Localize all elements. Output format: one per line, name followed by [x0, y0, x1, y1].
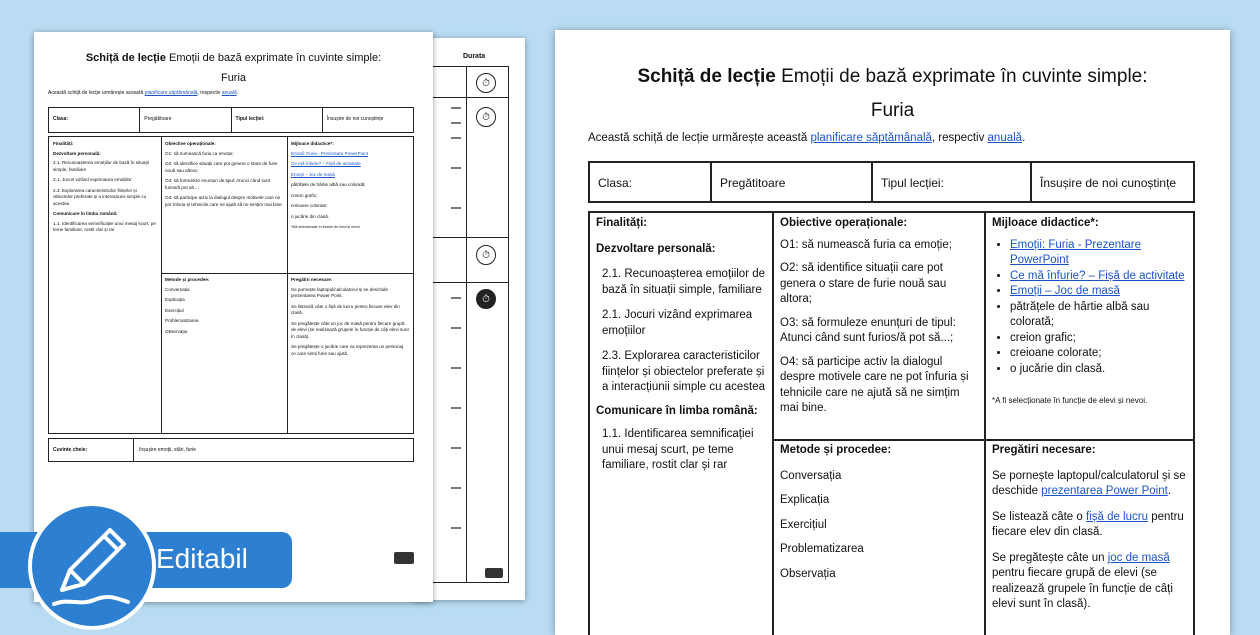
timer-icon: ⏱	[476, 107, 496, 127]
duration-column-header: Durata	[463, 53, 486, 60]
duration-table	[429, 66, 509, 583]
resources-cell: Mijloace didactice*: • Emoții: Furia - Prezentare PowerPoint • Ce mă înfurie? – Fișă de activitate • Emoții – Joc de masă • pătrățele de hârtie albă sau colorată; • creion grafic; • creioane colorate; • o jucărie din clasă. *A fi selecționate în funcție de elevi și nevoi.	[992, 216, 1192, 409]
objectives-cell: Obiective operaționale: O1: să numească furia ca emoție; O2: să identifice situații care pot genera o stare de furie nouă sau altora; O3: să formuleze enunțuri de tipul: Atunci când sunt furios/ă pot să...; O4: să participe activ la dialogul despre motivele care ne pot înfuria și tehnicile care ne ajută să ne simțim mai bine.	[165, 141, 283, 207]
objectives-cell: Obiective operaționale: O1: să numească furia ca emoție; O2: să identifice situații care pot genera o stare de furie nouă sau altora; O3: să formuleze enunțuri de tipul: Atunci când sunt furios/ă pot să...; O4: să participe activ la dialogul despre motivele care ne pot înfuria și tehnicile care ne ajută să ne simțim mai bine.	[780, 217, 969, 414]
editable-badge-label: Editabil	[156, 543, 248, 574]
timer-icon: ⏱	[476, 289, 496, 309]
aims-cell: Finalități: Dezvoltare personală: 2.1. Recunoașterea emoțiilor de bază în situații simple, familiare 2.1. Jocuri vizând exprimarea emoțiilor 2.3. Explorarea caracteristicilor ființelor și obiectelor preferate și a interacțiunii simple cu acestea Comunicare în limba română: 1.1. Identificarea semnificației unui mesaj scurt, pe teme familiare, rostit clar și rar	[596, 217, 766, 471]
lesson-table	[588, 211, 1195, 635]
pencil-icon	[32, 506, 152, 626]
presentation-link[interactable]: Emoții: Furia - Prezentare PowerPoint	[1010, 238, 1142, 266]
methods-cell: Metode și procedee: Conversația Explicația Exercițiul Problematizarea Observația	[165, 277, 210, 334]
annual-plan-link[interactable]: anuală	[987, 132, 1023, 144]
lesson-title: Schiță de lecție Emoții de bază exprimate în cuvinte simple: Furia	[85, 52, 382, 84]
lesson-type-label: Tipul lecției:	[881, 176, 944, 190]
brand-logo	[394, 552, 414, 564]
timer-icon: ⏱	[476, 73, 496, 93]
intro-text: Această schiță de lecție urmărește această planificare săptămânală, respectiv anuală.	[588, 132, 1026, 144]
preparation-cell: Pregătiri necesare: Se pornește laptopul/calculatorul și se deschide prezentarea Power Point. Se listează câte o fișă de lucru pentru fiecare elev din clasă. Se pregătește câte un joc de masă pentru fiecare grupă de elevi (se realizează grupele în funcție de câți elevi sunt în clasă). Se pregătește o jucărie care va reprezenta un personaj ce care simți furie sau ajută.	[291, 277, 409, 356]
methods-cell: Metode și procedee: Conversația Explicația Exercițiul Problematizarea Observația	[780, 444, 892, 580]
brand-logo	[485, 568, 503, 578]
lesson-type-label: Tipul lecției:	[232, 108, 323, 132]
weekly-plan-link[interactable]: planificare săptămânală	[144, 90, 198, 96]
presentation-link[interactable]: prezentarea Power Point	[1041, 485, 1168, 497]
keywords-row: Cuvinte cheie: înșușire emoții, stări, furie	[48, 438, 414, 462]
info-row	[588, 161, 1195, 203]
worksheet-link[interactable]: Ce mă înfurie? – Fișă de activitate	[1010, 269, 1185, 282]
class-value: Pregătitoare	[140, 108, 231, 132]
class-value: Pregătitoare	[720, 176, 786, 190]
preparation-cell: Pregătiri necesare: Se pornește laptopul/calculatorul și se deschide prezentarea Power Point. Se listează câte o fișă de lucru pentru fiecare elev din clasă. Se pregătește câte un joc de masă pentru fiecare grupă de elevi (se realizează grupele în funcție de câți elevi sunt în clasă).	[992, 444, 1186, 610]
class-label: Clasa:	[598, 176, 633, 190]
board-game-link[interactable]: joc de masă	[1107, 551, 1170, 564]
intro-text: Această schiță de lecție urmărește această planificare săptămânală, respectiv anuală.	[48, 90, 239, 96]
lesson-title: Schiță de lecție Emoții de bază exprimate în cuvinte simple: Furia	[637, 66, 1148, 121]
annual-plan-link[interactable]: anuală	[221, 90, 237, 96]
lesson-type-value: Însușire de noi cunoștințe	[326, 116, 384, 122]
resources-note: *A fi selecționate în funcție de elevi și nevoi.	[992, 396, 1148, 405]
aims-cell: Finalități: Dezvoltare personală: 2.1. Recunoașterea emoțiilor de bază în situații simple, familiare 2.1. Jocuri vizând exprimarea emoțiilor 2.3. Explorarea caracteristicilor ființelor și obiectelor preferate și a interacțiunii simple cu acestea Comunicare în limba română: 1.1. Identificarea semnificației unui mesaj scurt, pe teme familiare, rostit clar și rar	[53, 141, 156, 232]
lesson-type-value: Însușire de noi cunoștințe	[1040, 176, 1177, 190]
lesson-table	[48, 136, 414, 434]
right-worksheet	[555, 30, 1230, 635]
worksheet-link[interactable]: fișă de lucru	[1085, 510, 1148, 523]
resources-list: • Emoții: Furia - Prezentare PowerPoint • Ce mă înfurie? – Fișă de activitate • Emoții – Joc de masă • pătrățele de hârtie albă sau colorată; • creion grafic; • creioane colorate; • o jucărie din clasă.	[992, 238, 1192, 378]
board-game-link[interactable]: Emoții – Joc de masă	[1010, 285, 1120, 297]
weekly-plan-link[interactable]: planificare săptămânală	[810, 132, 932, 144]
editable-badge-circle	[28, 502, 156, 630]
class-label: Clasa:	[49, 108, 140, 132]
info-row	[48, 107, 414, 133]
timer-icon: ⏱	[476, 245, 496, 265]
resources-cell: Mijloace didactice*: Emoții: Furia - Prezentare PowerPoint Ce mă înfurie? – Fișă de activitate Emoții – Joc de masă pătrățele de hârtie albă sau colorată; creion grafic; creioane colorate; o jucărie din clasă. *Mă selecționate în funcție de elevi și nevoi.	[291, 141, 369, 229]
